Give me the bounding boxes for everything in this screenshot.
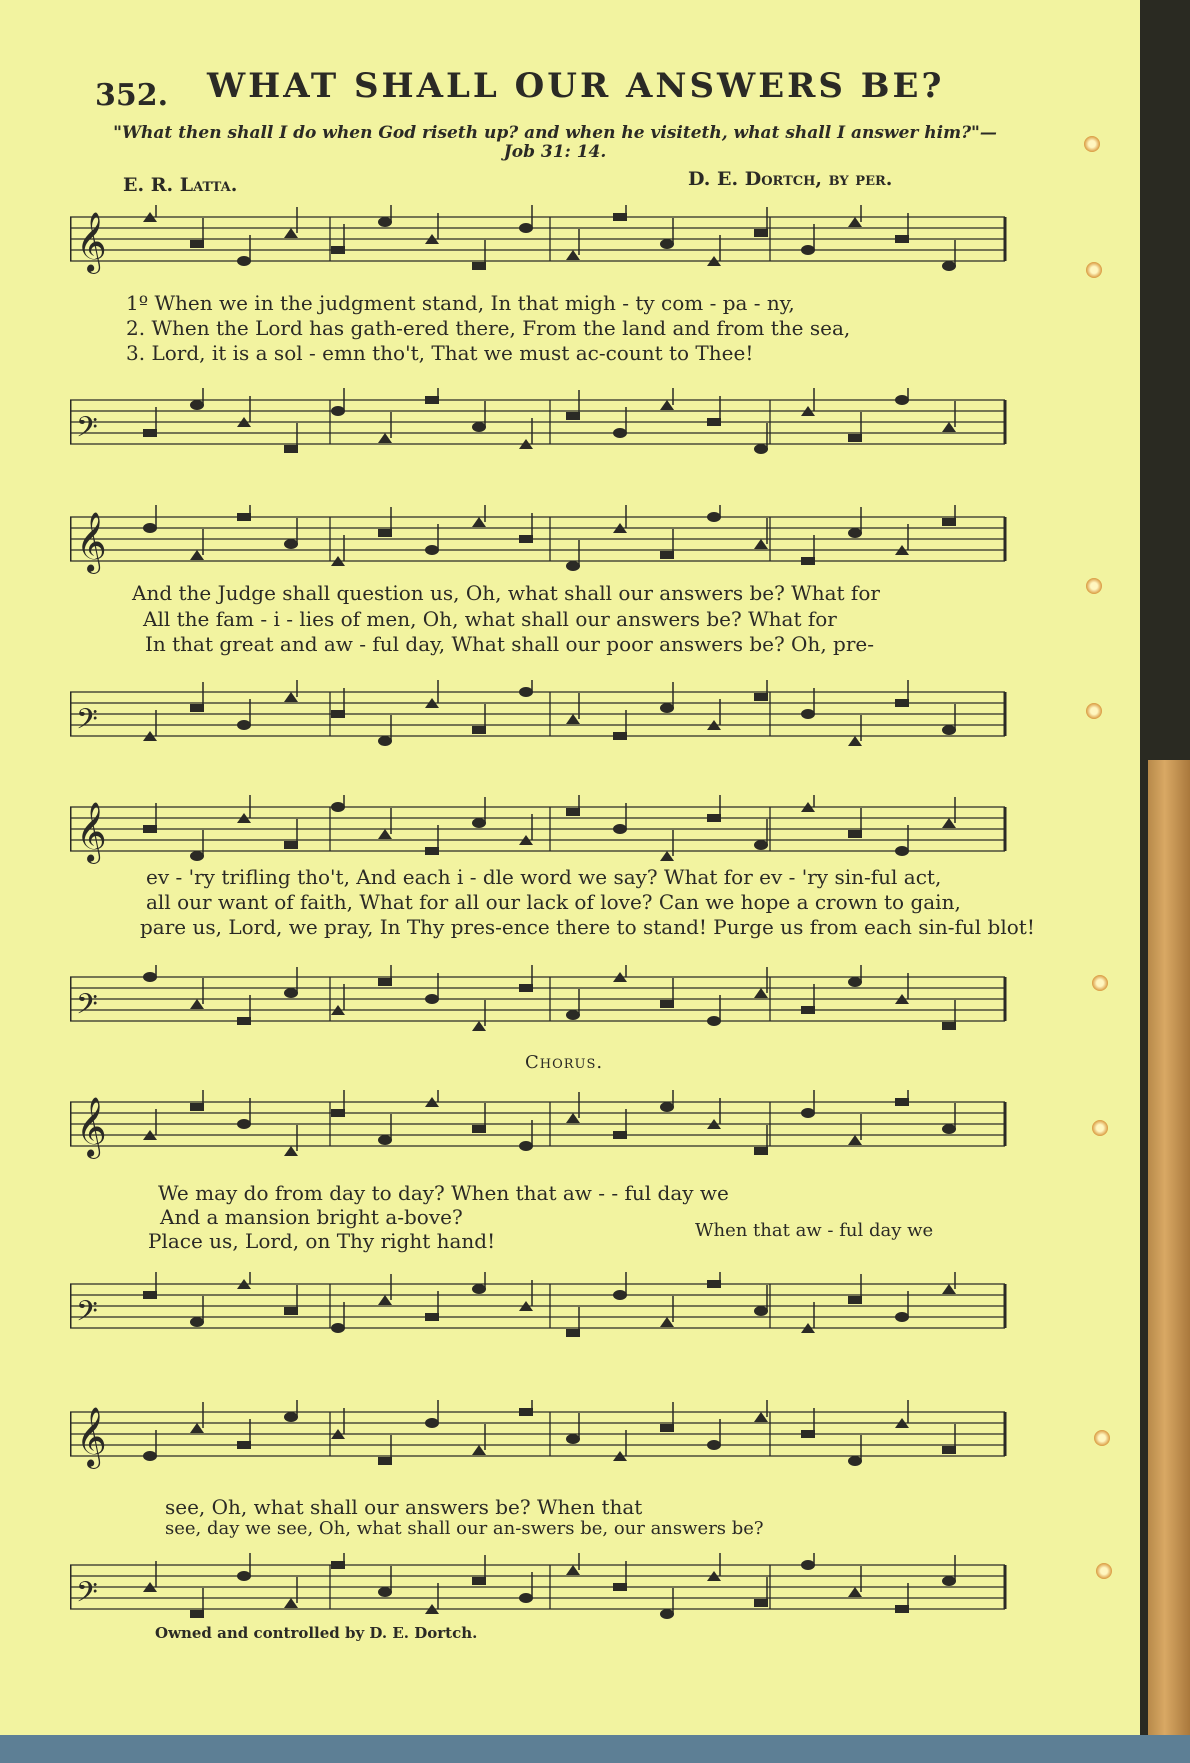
svg-text:𝄢: 𝄢	[76, 988, 98, 1028]
binder-hole	[1086, 578, 1102, 594]
bass-staff	[70, 965, 1010, 1035]
svg-text:𝄢: 𝄢	[76, 1295, 98, 1335]
hymn-title: WHAT SHALL OUR ANSWERS BE?	[207, 66, 945, 106]
music-system-2-bass	[70, 680, 1010, 750]
binder-hole	[1084, 136, 1100, 152]
bass-lyric-line-4: When that aw - ful day we	[695, 1220, 934, 1241]
lyric-line-5-2: see, day we see, Oh, what shall our an-swers be, our answers be?	[165, 1518, 764, 1539]
bass-staff	[70, 1553, 1010, 1623]
music-system-3-bass	[70, 965, 1010, 1035]
lyric-line-2-3: In that great and aw - ful day, What shall our poor answers be? Oh, pre-	[145, 632, 874, 656]
svg-text:𝄢: 𝄢	[76, 1576, 98, 1616]
lyric-line-3-2: all our want of faith, What for all our lack of love? Can we hope a crown to gain,	[146, 890, 961, 914]
treble-staff	[70, 1090, 1010, 1160]
svg-text:𝄢: 𝄢	[76, 703, 98, 743]
lyric-line-2-2: All the fam - i - lies of men, Oh, what shall our answers be? What for	[143, 607, 837, 631]
lyric-line-2-1: And the Judge shall question us, Oh, what shall our answers be? What for	[132, 581, 880, 605]
lyric-line-4-1: We may do from day to day? When that aw - - ful day we	[158, 1181, 729, 1205]
treble-staff	[70, 505, 1010, 575]
music-system-2	[70, 505, 1010, 575]
hymn-number: 352.	[95, 78, 169, 113]
svg-text:𝄞: 𝄞	[76, 512, 107, 572]
music-system-5	[70, 1400, 1010, 1470]
lyric-line-4-2: And a mansion bright a-bove?	[160, 1205, 463, 1229]
binder-hole	[1086, 703, 1102, 719]
lyric-line-1-1: 1º When we in the judgment stand, In that migh - ty com - pa - ny,	[126, 291, 795, 315]
svg-text:𝄞: 𝄞	[76, 1097, 107, 1157]
lyric-line-5-1: see, Oh, what shall our answers be? When that	[165, 1495, 643, 1519]
lyric-line-3-1: ev - 'ry trifling tho't, And each i - dle word we say? What for ev - 'ry sin-ful act,	[146, 865, 942, 889]
binder-hole	[1086, 262, 1102, 278]
binder-hole	[1092, 1120, 1108, 1136]
svg-text:𝄞: 𝄞	[76, 212, 107, 272]
composer-credit: D. E. Dortch, by per.	[688, 168, 893, 190]
bass-staff	[70, 388, 1010, 458]
lyric-line-1-3: 3. Lord, it is a sol - emn tho't, That we must ac-count to Thee!	[126, 341, 754, 365]
music-system-4-bass	[70, 1272, 1010, 1342]
copyright-footer: Owned and controlled by D. E. Dortch.	[155, 1624, 478, 1642]
treble-staff	[70, 795, 1010, 865]
svg-text:𝄞: 𝄞	[76, 1407, 107, 1467]
lyric-line-3-3: pare us, Lord, we pray, In Thy pres-ence there to stand! Purge us from each sin-ful blot!	[140, 915, 1035, 939]
bass-staff	[70, 1272, 1010, 1342]
music-system-3	[70, 795, 1010, 865]
svg-text:𝄞: 𝄞	[76, 802, 107, 862]
wooden-surface	[1148, 760, 1190, 1763]
music-system-1-bass	[70, 388, 1010, 458]
music-system-5-bass	[70, 1553, 1010, 1623]
chorus-label: Chorus.	[525, 1052, 604, 1073]
binder-hole	[1096, 1563, 1112, 1579]
binder-hole	[1094, 1430, 1110, 1446]
treble-staff	[70, 205, 1010, 275]
treble-staff	[70, 1400, 1010, 1470]
bass-staff	[70, 680, 1010, 750]
music-system-4	[70, 1090, 1010, 1160]
lyric-line-1-2: 2. When the Lord has gath-ered there, From the land and from the sea,	[126, 316, 851, 340]
svg-text:𝄢: 𝄢	[76, 411, 98, 451]
scripture-epigraph: "What then shall I do when God riseth up? and when he visiteth, what shall I answer him?"—Job 31: 14.	[113, 123, 997, 162]
binder-hole	[1092, 975, 1108, 991]
lyric-line-4-3: Place us, Lord, on Thy right hand!	[148, 1229, 496, 1253]
lyricist-credit: E. R. Latta.	[123, 174, 238, 196]
music-system-1	[70, 205, 1010, 275]
background-strip	[0, 1735, 1190, 1763]
